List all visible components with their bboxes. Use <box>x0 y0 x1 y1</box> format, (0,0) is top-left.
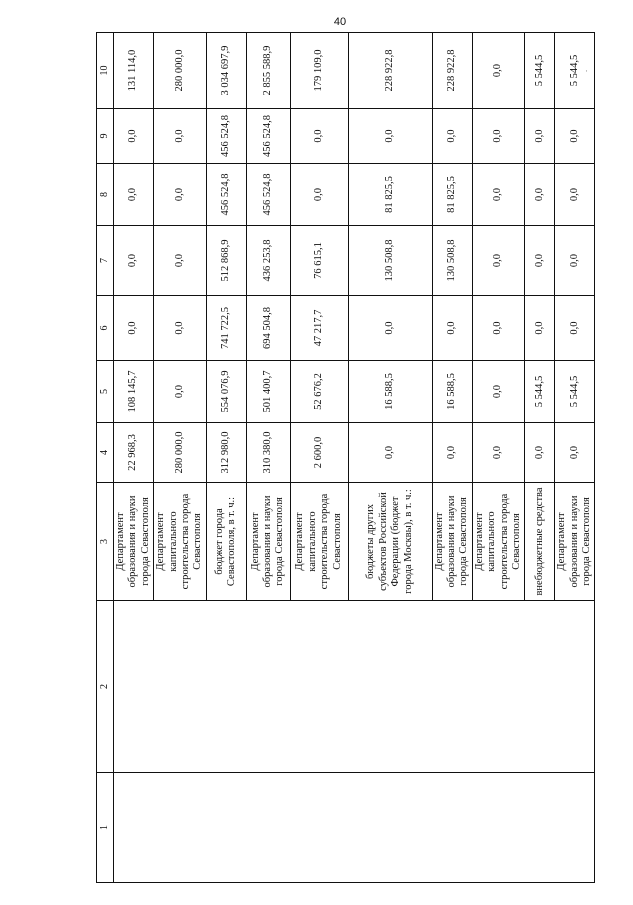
column-number-row <box>97 33 114 883</box>
cell-value: 280 000,0 <box>154 423 207 483</box>
cell-value: 280 000,0 <box>154 33 207 109</box>
cell-value: 0,0 <box>432 423 472 483</box>
cell-value: 228 922,8 <box>432 33 472 109</box>
cell-value: 0,0 <box>472 164 525 226</box>
cell-value: 0,0 <box>348 296 432 361</box>
cell-value: 228 922,8 <box>348 33 432 109</box>
cell-value: 22 968,3 <box>114 423 154 483</box>
cell-source: бюджеты других субъектов Российской Федерации (бюджет города Москвы), в т. ч.: <box>348 483 432 601</box>
cell-value: 0,0 <box>290 164 348 226</box>
cell-value: 0,0 <box>114 296 154 361</box>
cell-source: Департамент образования и науки города Севастополя <box>114 483 154 601</box>
col-number: 3 <box>97 483 114 601</box>
cell-value: 554 076,9 <box>206 361 246 423</box>
cell-value: 16 588,5 <box>348 361 432 423</box>
cell-value: 0,0 <box>472 423 525 483</box>
cell-value: 0,0 <box>154 296 207 361</box>
cell-value: 0,0 <box>555 296 595 361</box>
cell-value: 179 109,0 <box>290 33 348 109</box>
cell-value: 0,0 <box>525 423 555 483</box>
cell-value: 130 508,8 <box>432 226 472 296</box>
cell-value: 3 034 697,9 <box>206 33 246 109</box>
cell-value: 0,0 <box>525 226 555 296</box>
col-number: 7 <box>97 226 114 296</box>
cell-value: 0,0 <box>154 164 207 226</box>
cell-value: 0,0 <box>555 109 595 164</box>
cell-source: внебюджетные средства <box>525 483 555 601</box>
cell-value: 47 217,7 <box>290 296 348 361</box>
cell-value: 0,0 <box>114 164 154 226</box>
cell-value: 2 600,0 <box>290 423 348 483</box>
cell-value: 512 868,9 <box>206 226 246 296</box>
col-number: 9 <box>97 109 114 164</box>
table-row <box>114 33 154 883</box>
cell-value: 0,0 <box>472 33 525 109</box>
cell-value: 0,0 <box>525 164 555 226</box>
cell-value: 456 524,8 <box>246 164 290 226</box>
cell-value: 0,0 <box>154 226 207 296</box>
cell-value: 0,0 <box>114 226 154 296</box>
cell-source: Департамент образования и науки города Севастополя <box>555 483 595 601</box>
cell-source: бюджет города Севастополя, в т. ч.: <box>206 483 246 601</box>
budget-table <box>96 32 595 883</box>
cell-value: 131 114,0 <box>114 33 154 109</box>
col-number: 6 <box>97 296 114 361</box>
col-number: 1 <box>97 773 114 883</box>
cell-value: 5 544,5 <box>525 33 555 109</box>
cell-source: Департамент капитального строительства города Севастополя <box>154 483 207 601</box>
cell-value: 0,0 <box>555 226 595 296</box>
cell-value: 0,0 <box>472 226 525 296</box>
cell-value: 0,0 <box>348 423 432 483</box>
cell-value: 5 544,5 <box>555 33 595 109</box>
col-number: 10 <box>97 33 114 109</box>
cell-value: 81 825,5 <box>348 164 432 226</box>
cell-source: Департамент образования и науки города Севастополя <box>246 483 290 601</box>
cell-value: 0,0 <box>555 423 595 483</box>
cell-col2-blank <box>114 601 595 773</box>
cell-value: 0,0 <box>472 109 525 164</box>
cell-value: 456 524,8 <box>206 164 246 226</box>
scan-speck: · <box>585 66 588 76</box>
cell-value: 0,0 <box>472 361 525 423</box>
cell-value: 52 676,2 <box>290 361 348 423</box>
cell-value: 0,0 <box>525 296 555 361</box>
rotated-table-container <box>96 33 592 883</box>
cell-value: 5 544,5 <box>525 361 555 423</box>
cell-value: 436 253,8 <box>246 226 290 296</box>
cell-value: 0,0 <box>432 296 472 361</box>
cell-value: 0,0 <box>432 109 472 164</box>
cell-source: Департамент капитального строительства города Севастополя <box>472 483 525 601</box>
cell-value: 0,0 <box>525 109 555 164</box>
cell-value: 694 504,8 <box>246 296 290 361</box>
col-number: 8 <box>97 164 114 226</box>
cell-value: 0,0 <box>348 109 432 164</box>
cell-value: 456 524,8 <box>206 109 246 164</box>
cell-value: 5 544,5 <box>555 361 595 423</box>
page-number: 40 <box>333 16 347 28</box>
cell-value: 0,0 <box>114 109 154 164</box>
cell-source: Департамент капитального строительства города Севастополя <box>290 483 348 601</box>
cell-value: 456 524,8 <box>246 109 290 164</box>
cell-source: Департамент образования и науки города Севастополя <box>432 483 472 601</box>
cell-value: 741 722,5 <box>206 296 246 361</box>
cell-value: 0,0 <box>154 109 207 164</box>
cell-value: 310 380,0 <box>246 423 290 483</box>
cell-value: 0,0 <box>555 164 595 226</box>
cell-value: 130 508,8 <box>348 226 432 296</box>
cell-value: 0,0 <box>290 109 348 164</box>
col-number: 4 <box>97 423 114 483</box>
cell-value: 81 825,5 <box>432 164 472 226</box>
col-number: 5 <box>97 361 114 423</box>
cell-value: 108 145,7 <box>114 361 154 423</box>
cell-value: 0,0 <box>154 361 207 423</box>
cell-value: 312 980,0 <box>206 423 246 483</box>
cell-value: 2 855 588,9 <box>246 33 290 109</box>
col-number: 2 <box>97 601 114 773</box>
cell-value: 501 400,7 <box>246 361 290 423</box>
cell-value: 0,0 <box>472 296 525 361</box>
cell-value: 16 588,5 <box>432 361 472 423</box>
cell-value: 76 615,1 <box>290 226 348 296</box>
cell-col1-blank <box>114 773 595 883</box>
